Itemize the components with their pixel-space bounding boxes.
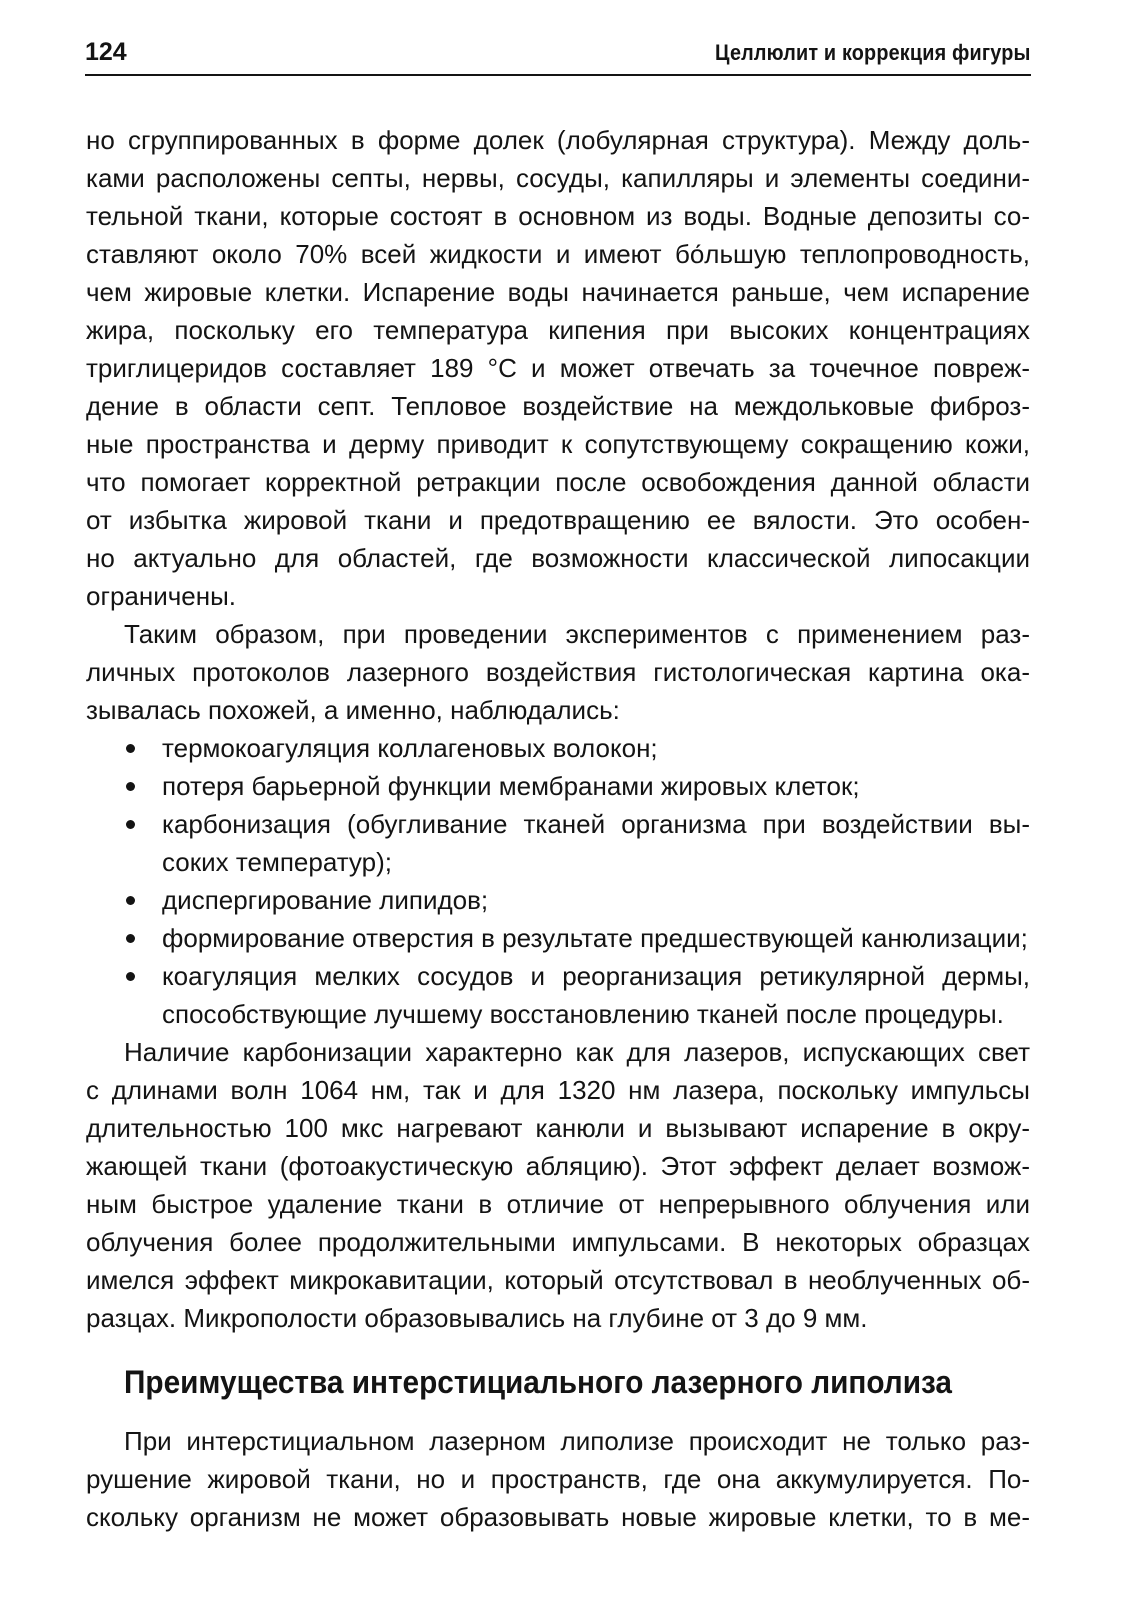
list-item-text: карбонизация (обугливание тканей организма при воздействии вы- (162, 809, 1030, 839)
text-line: ставляют около 70% всей жидкости и имеют бо́льшую теплопроводность, (86, 239, 1030, 269)
bullet-list (86, 729, 1030, 1033)
text-line: рушение жировой ткани, но и пространств, где она аккумулируется. По- (86, 1464, 1030, 1494)
text-line: тельной ткани, которые состоят в основном из воды. Водные депозиты со- (86, 201, 1030, 231)
paragraph-2 (86, 615, 1030, 729)
text-line: ным быстрое удаление ткани в отличие от непрерывного облучения или (86, 1189, 1030, 1219)
page-number: 124 (85, 38, 127, 66)
list-item-line (86, 881, 1030, 919)
list-item (86, 919, 1030, 957)
text-line: ками расположены септы, нервы, сосуды, капилляры и элементы соедини- (86, 163, 1030, 193)
text-line: ограничены. (86, 581, 237, 611)
bullet-icon (126, 744, 135, 753)
text-line: Наличие карбонизации характерно как для лазеров, испускающих свет (124, 1037, 1030, 1067)
page-header (85, 30, 1031, 76)
list-item-line (86, 767, 1030, 805)
text-line: личных протоколов лазерного воздействия гистологическая картина ока- (86, 657, 1030, 687)
text-line: При интерстициальном лазерном липолизе происходит не только раз- (124, 1426, 1030, 1456)
list-item (86, 881, 1030, 919)
text-line: скольку организм не может образовывать новые жировые клетки, то в ме- (86, 1502, 1030, 1532)
bullet-icon (126, 896, 135, 905)
text-line: имелся эффект микрокавитации, который отсутствовал в необлученных об- (86, 1265, 1030, 1295)
list-item-text: диспергирование липидов; (162, 885, 489, 915)
paragraph-1 (86, 121, 1030, 615)
list-item (86, 957, 1030, 1033)
text-line: жира, поскольку его температура кипения при высоких концентрациях (86, 315, 1030, 345)
text-line: ные пространства и дерму приводит к сопутствующему сокращению кожи, (86, 429, 1030, 459)
text-line: от избытка жировой ткани и предотвращению ее вялости. Это особен- (86, 505, 1030, 535)
list-item-text: формирование отверстия в результате предшествующей канюлизации; (162, 923, 1028, 953)
text-line: дение в области септ. Тепловое воздействие на междольковые фиброз- (86, 391, 1030, 421)
list-item-text: термокоагуляция коллагеновых волокон; (162, 733, 658, 763)
text-line: триглицеридов составляет 189 °С и может отвечать за точечное повреж- (86, 353, 1030, 383)
text-line: зывалась похожей, а именно, наблюдались: (86, 695, 620, 725)
section-heading: Преимущества интерстициального лазерного липолиза (124, 1364, 952, 1400)
text-line: жающей ткани (фотоакустическую абляцию). Этот эффект делает возмож- (86, 1151, 1030, 1181)
running-title: Целлюлит и коррекция фигуры (715, 40, 1031, 65)
body-text-lower (86, 1422, 1030, 1536)
text-line: с длинами волн 1064 нм, так и для 1320 нм лазера, поскольку импульсы (86, 1075, 1030, 1105)
list-item-line: соких температур); (162, 847, 392, 877)
list-item-line (86, 729, 1030, 767)
paragraph-3 (86, 1033, 1030, 1337)
list-item-text: коагуляция мелких сосудов и реорганизация ретикулярной дермы, (162, 961, 1030, 991)
text-line: облучения более продолжительными импульсами. В некоторых образцах (86, 1227, 1030, 1257)
text-line: но актуально для областей, где возможности классической липосакции (86, 543, 1030, 573)
text-line: но сгруппированных в форме долек (лобулярная структура). Между доль- (86, 125, 1030, 155)
text-line: чем жировые клетки. Испарение воды начинается раньше, чем испарение (86, 277, 1030, 307)
list-item (86, 805, 1030, 881)
bullet-icon (126, 972, 135, 981)
list-item (86, 729, 1030, 767)
bullet-icon (126, 820, 135, 829)
text-line: длительностью 100 мкс нагревают канюли и вызывают испарение в окру- (86, 1113, 1030, 1143)
text-line: разцах. Микрополости образовывались на глубине от 3 до 9 мм. (86, 1303, 868, 1333)
text-line: что помогает корректной ретракции после освобождения данной области (86, 467, 1030, 497)
paragraph-4 (86, 1422, 1030, 1536)
list-item-line (86, 957, 1030, 995)
list-item-line: способствующие лучшему восстановлению тканей после процедуры. (162, 999, 1004, 1029)
body-text-upper (86, 121, 1030, 1337)
list-item-line (86, 805, 1030, 843)
text-line: Таким образом, при проведении экспериментов с применением раз- (124, 619, 1030, 649)
list-item-text: потеря барьерной функции мембранами жировых клеток; (162, 771, 860, 801)
bullet-icon (126, 782, 135, 791)
bullet-icon (126, 934, 135, 943)
list-item-line (86, 919, 1030, 957)
list-item (86, 767, 1030, 805)
